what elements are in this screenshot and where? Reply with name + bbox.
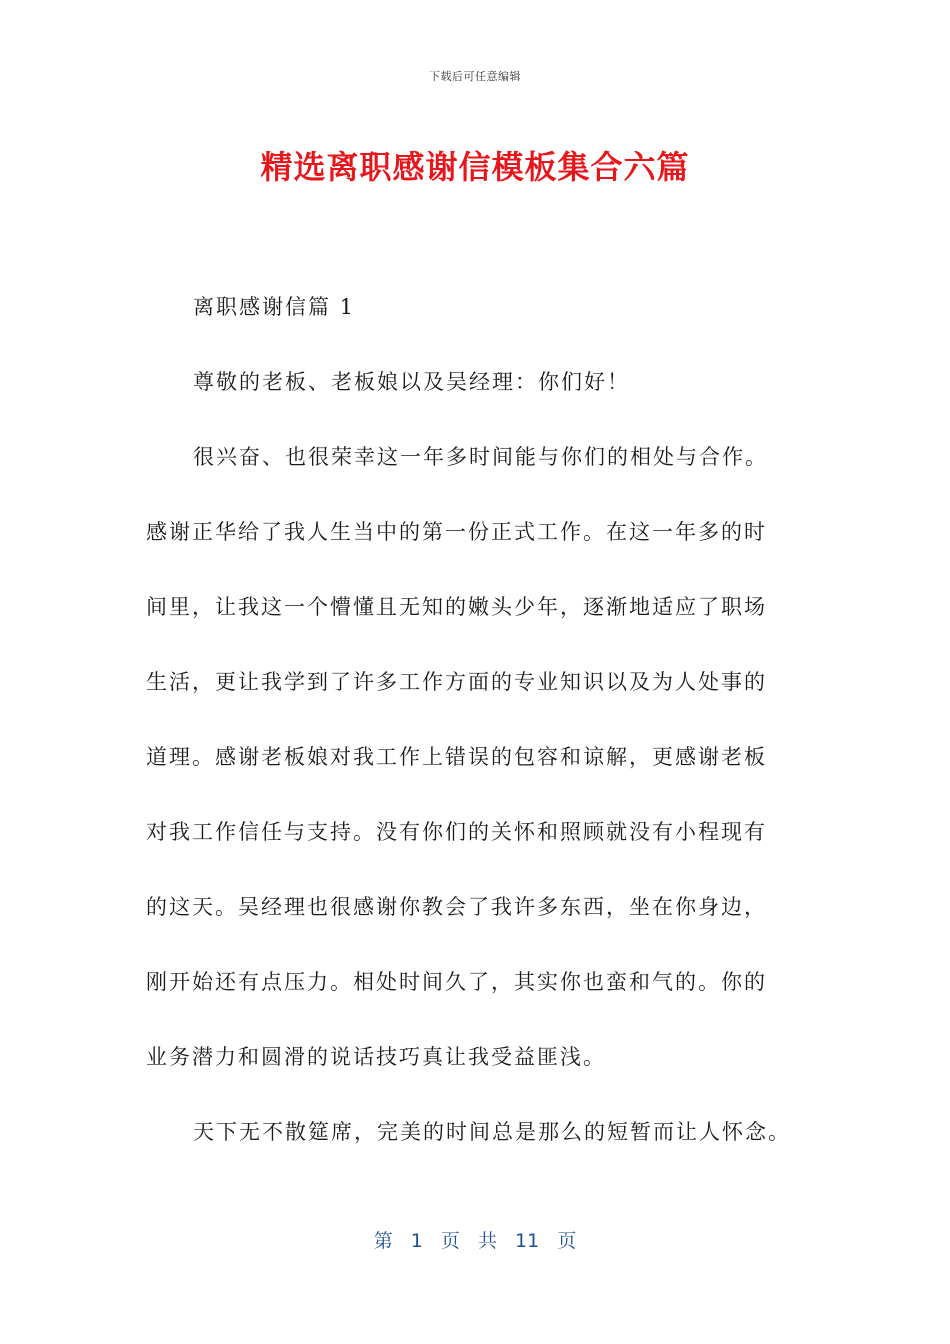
paragraph-line: 的这天。吴经理也很感谢你教会了我许多东西，坐在你身边， [146, 895, 767, 919]
paragraph-line: 很兴奋、也很荣幸这一年多时间能与你们的相处与合作。 [193, 445, 768, 469]
section-heading: 离职感谢信篇 1 [193, 295, 356, 319]
paragraph-line: 刚开始还有点压力。相处时间久了，其实你也蛮和气的。你的 [146, 970, 767, 994]
paragraph-line: 对我工作信任与支持。没有你们的关怀和照顾就没有小程现有 [146, 820, 767, 844]
paragraph-line: 感谢正华给了我人生当中的第一份正式工作。在这一年多的时 [146, 520, 767, 544]
header-note: 下载后可任意编辑 [429, 70, 521, 83]
page-number: 第 1 页 共 11 页 [373, 1230, 577, 1252]
paragraph-line: 生活，更让我学到了许多工作方面的专业知识以及为人处事的 [146, 670, 767, 694]
paragraph-line: 天下无不散筵席，完美的时间总是那么的短暂而让人怀念。 [193, 1120, 791, 1144]
document-title: 精选离职感谢信模板集合六篇 [260, 148, 690, 186]
paragraph-line: 业务潜力和圆滑的说话技巧真让我受益匪浅。 [146, 1045, 606, 1069]
paragraph-line: 间里，让我这一个懵懂且无知的嫩头少年，逐渐地适应了职场 [146, 595, 767, 619]
document-body [146, 270, 806, 1170]
paragraph-line: 道理。感谢老板娘对我工作上错误的包容和谅解，更感谢老板 [146, 745, 767, 769]
salutation: 尊敬的老板、老板娘以及吴经理：你们好！ [193, 370, 630, 394]
